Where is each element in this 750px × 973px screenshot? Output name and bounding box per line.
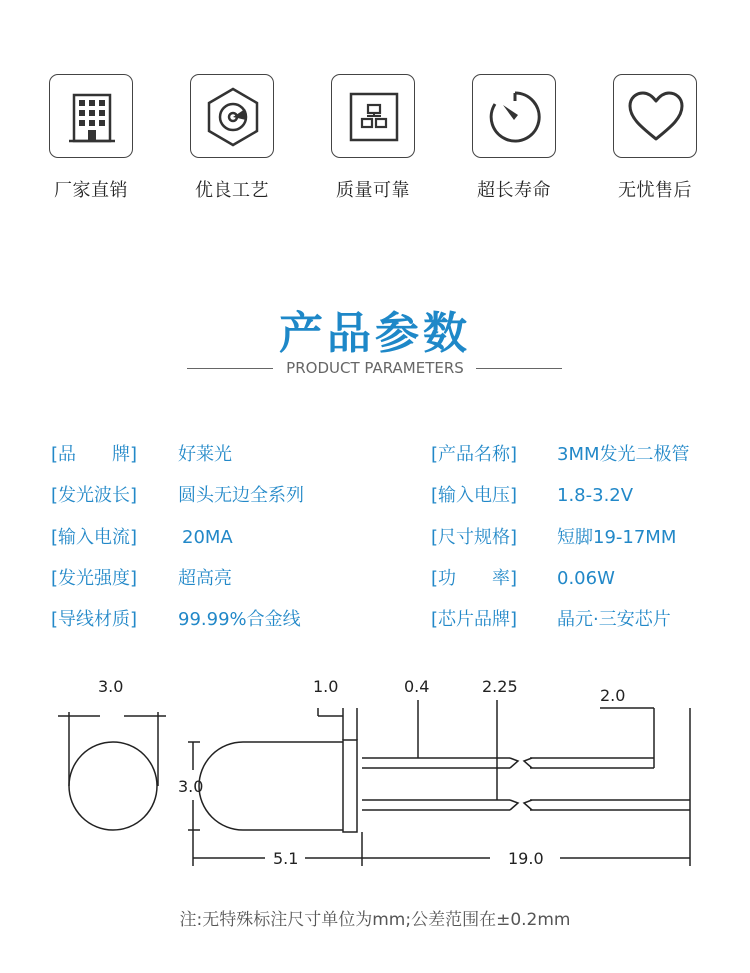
feature-label: 无忧售后 [618, 180, 692, 201]
feature-long-life [454, 74, 574, 202]
param-key: [发光强度] [51, 568, 138, 589]
feature-row [0, 74, 750, 204]
param-key: [产品名称] [431, 444, 518, 465]
feature-after-sales [595, 74, 715, 202]
param-value: 短脚19-17MM [557, 527, 677, 548]
param-key: [输入电流] [51, 527, 138, 548]
param-key: [功 率] [431, 568, 518, 589]
section-subtitle-row [0, 358, 750, 378]
param-row [0, 564, 750, 594]
param-value: 晶元·三安芯片 [557, 609, 671, 630]
param-value: 20MA [182, 527, 233, 548]
param-key: [尺寸规格] [431, 527, 518, 548]
building-icon [49, 74, 133, 158]
param-row [0, 523, 750, 553]
feature-fine-craft [172, 74, 292, 202]
param-value: 99.99%合金线 [178, 609, 301, 630]
dim-lead-length: 19.0 [508, 849, 544, 868]
param-value: 圆头无边全系列 [178, 485, 304, 506]
param-key: [芯片品牌] [431, 609, 518, 630]
param-row [0, 481, 750, 511]
dim-lead-width: 0.4 [404, 677, 430, 696]
quality-chip-icon [331, 74, 415, 158]
feature-reliable-quality [313, 74, 433, 202]
param-value: 超高亮 [178, 568, 232, 589]
dim-body-height: 3.0 [178, 777, 204, 796]
hexagon-gear-icon [190, 74, 274, 158]
param-value: 0.06W [557, 568, 615, 589]
param-row [0, 605, 750, 635]
led-flange [343, 740, 357, 832]
param-value: 3MM发光二极管 [557, 444, 690, 465]
feature-factory-direct [31, 74, 151, 202]
feature-label: 质量可靠 [336, 180, 410, 201]
led-body-side [199, 742, 343, 830]
feature-label: 优良工艺 [195, 180, 269, 201]
param-key: [导线材质] [51, 609, 138, 630]
dim-flange: 1.0 [313, 677, 339, 696]
dim-lead-spacing: 2.25 [482, 677, 518, 696]
section-title: 产品参数 [279, 308, 471, 359]
param-key: [输入电压] [431, 485, 518, 506]
feature-label: 超长寿命 [477, 180, 551, 201]
dim-lead-bend: 2.0 [600, 686, 626, 705]
dim-body-length: 5.1 [273, 849, 299, 868]
feature-label: 厂家直销 [54, 180, 128, 201]
param-row [0, 440, 750, 470]
heart-icon [613, 74, 697, 158]
divider-line [476, 368, 562, 369]
param-value: 1.8-3.2V [557, 485, 634, 506]
timer-icon [472, 74, 556, 158]
footnote: 注:无特殊标注尺寸单位为mm;公差范围在±0.2mm [179, 910, 571, 930]
dim-top-diameter: 3.0 [98, 677, 124, 696]
param-value: 好莱光 [178, 444, 232, 465]
section-subtitle: PRODUCT PARAMETERS [286, 359, 464, 377]
led-top-view [69, 742, 157, 830]
led-dimension-drawing [0, 670, 750, 870]
param-key: [发光波长] [51, 485, 138, 506]
param-key: [品 牌] [51, 444, 138, 465]
